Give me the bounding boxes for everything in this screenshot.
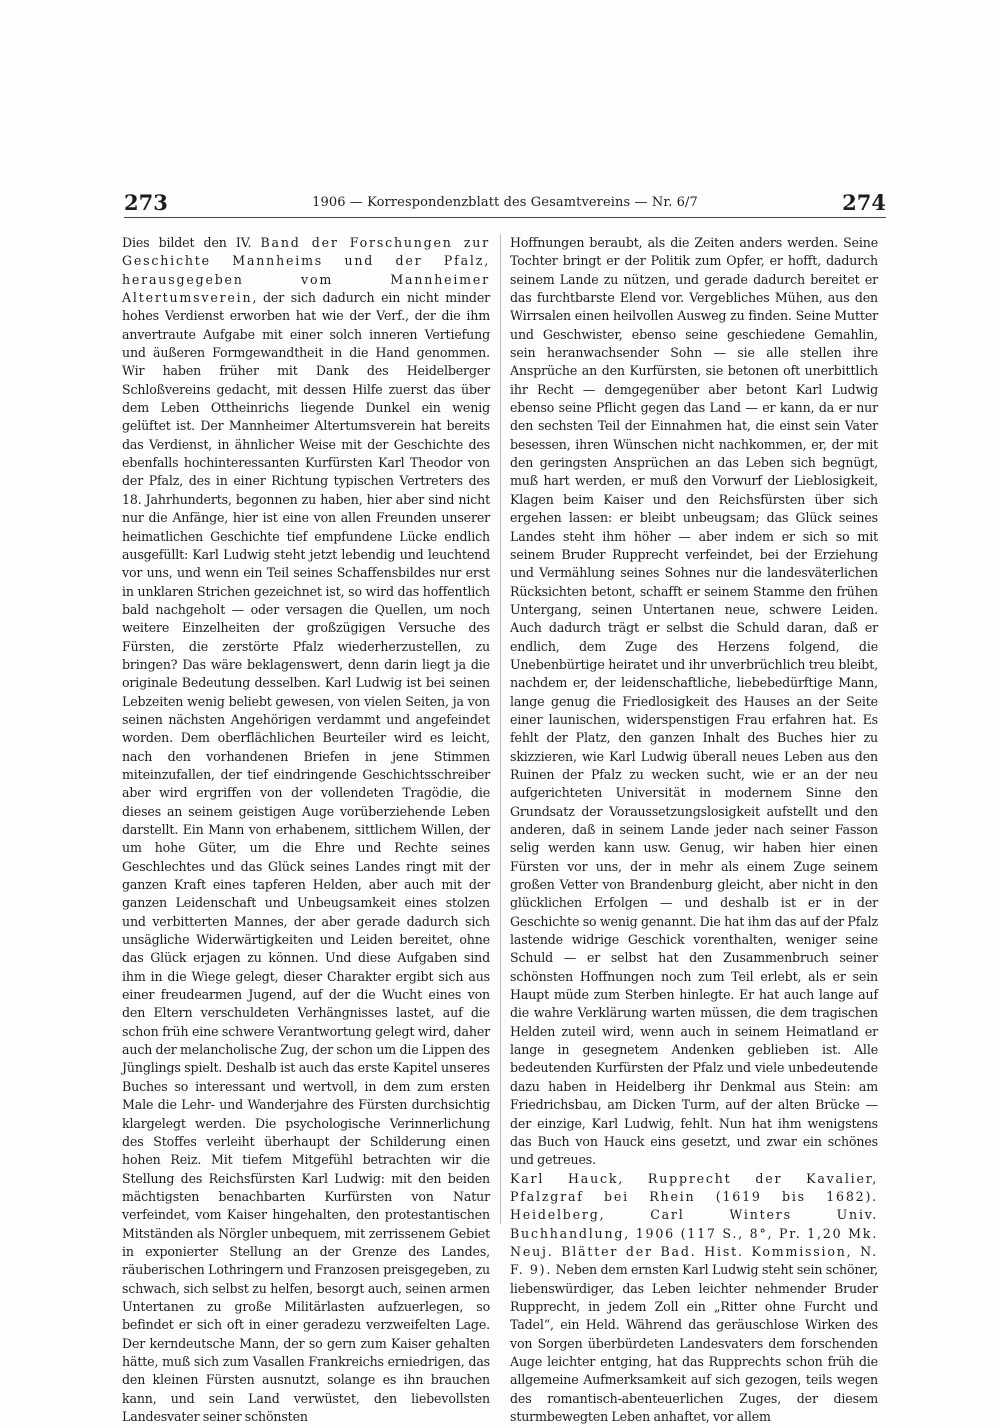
left-body-text: , der sich dadurch ein nicht minder hohes Verdienst erworben hat wie der Verf., der die ihm anvertraute Aufgabe mit einer solch inneren Vertiefung und äußeren Formgewandtheit in die Hand genommen. Wir haben früher mit Dank des Heidelberger Schloßvereins gedacht, mit dessen Hilfe zuerst das über dem Leben Ottheinrichs liegende Dunkel ein wenig gelüftet ist. Der Mannheimer Altertumsverein hat bereits das Verdienst, in ähnlicher Weise mit der Geschichte des ebenfalls hochinteressanten Kurfürsten Karl Theodor von der Pfalz, des in einer Richtung typischen Vertreters des 18. Jahrhunderts, begonnen zu haben, hier aber sind nicht nur die Anfänge, hier ist eine von allen Freunden unserer heimatlichen Geschichte tief empfundene Lücke endlich ausgefüllt: Karl Ludwig steht jetzt lebendig und leuchtend vor uns, und wenn ein Teil seines Schaffensbildes nur erst in unklaren Strichen gezeichnet ist, so wird das hoffentlich bald nachgeholt — oder versagen die Quellen, um noch weitere Einzelheiten der großzügigen Versuche des Fürsten, die zerstörte Pfalz wiederherzustellen, zu bringen? Das wäre beklagenswert, denn darin liegt ja die originale Bedeutung desselben. Karl Ludwig ist bei seinen Lebzeiten wenig beliebt gewesen, von vielen Seiten, ja von seinen nächsten Angehörigen verdammt und angefeindet worden. Dem oberflächlichen Beurteiler wird es leicht, nach den vorhandenen Briefen in jene Stimmen miteinzufallen, der tief eindringende Geschichtsschreiber aber wird ergriffen von der vollendeten Tragödie, die dieses an seinem geistigen Auge vorüberziehende Leben darstellt. Ein Mann von erhabenem, sittlichem Willen, der um hohe Güter, um die Ehre und Rechte seines Geschlechtes und das Glück seines Landes ringt mit der ganzen Kraft eines tapferen Helden, aber auch mit der ganzen Leidenschaft und Unbeugsamkeit eines stolzen und verbitterten Mannes, der aber gerade dadurch sich unsägliche Widerwärtigkeiten und Leiden bereitet, ohne das Glück erjagen zu können. Und diese Aufgaben sind ihm in die Wiege gelegt, dieser Charakter ergibt sich aus einer freudearmen Jugend, auf der die Wucht eines von den Eltern verschuldeten Verhängnisses lastet, auf die schon früh eine schwere Verantwortung gelegt wird, daher auch der melancholische Zug, der schon um die Lippen des Jünglings spielt. Deshalb ist auch das erste Kapitel unseres Buches so interessant und wertvoll, in dem zum ersten Male die Lehr- und Wanderjahre des Fürsten durchsichtig klargelegt werden. Die psychologische Verinnerlichung des Stoffes verleiht überhaupt der Schilderung einen hohen Reiz. Mit tiefem Mitgefühl betrachten wir die Stellung des Reichsfürsten Karl Ludwig: mit den beiden mächtigsten benachbarten Kurfürsten von Natur verfeindet, vom Kaiser hingehalten, den protestantischen Mitständen als Nörgler unbequem, mit zerrissenem Gebiet in exponierter Stellung an der Grenze des Landes, räuberischen Lothringern und Franzosen preisgegeben, zu schwach, sich selbst zu helfen, besorgt auch, seinen armen Untertanen zu große Militärlasten aufzuerlegen, so befindet er sich oft in einer geradezu verzweifelten Lage. Der kerndeutsche Mann, der so gern zum Kaiser gehalten hätte, muß sich zum Vasallen Frankreichs erniedrigen, das den kleinen Fürsten ausnutzt, solange es ihn brauchen kann, und sein Land verwüstet, den liebevollsten Landesvater seiner schönsten xyxy=(122,290,490,1424)
running-title: 1906 — Korrespondenzblatt des Gesamtvereins — Nr. 6/7 xyxy=(312,195,698,210)
column-divider xyxy=(500,234,501,1224)
series-title: Band der Forschungen zur Geschichte Mannheims und der Pfalz, herausgegeben vom Mannheimer Altertumsverein xyxy=(122,235,490,306)
page-number-left: 273 xyxy=(124,190,168,215)
review-title: Karl Hauck, Rupprecht der Kavalier, Pfalzgraf bei Rhein (1619 bis 1682). Heidelberg, Carl Winters Univ. Buchhandlung, 1906 (117 S., 8°, Pr. 1,20 Mk. Neuj. Blätter der Bad. Hist. Kommission, N. F. 9). xyxy=(510,1170,878,1278)
header-rule xyxy=(124,217,886,218)
page-number-right: 274 xyxy=(842,190,886,215)
right-column xyxy=(510,234,878,1426)
left-column-paragraph xyxy=(122,234,490,1426)
review-body-text: Neben dem ernsten Karl Ludwig steht sein schöner, liebenswürdiger, das Leben leichter nehmender Bruder Rupprecht, in jedem Zoll ein „Ritter ohne Furcht und Tadel“, ein Held. Während das geräuschlose Wirken des von Sorgen überbürdeten Landesvaters dem forschenden Auge leichter entging, hat das Rupprechts schon früh die allgemeine Aufmerksamkeit auf sich gezogen, teils wegen des romantisch-abenteuerlichen Zuges, der diesem sturmbewegten Leben anhaftet, vor allem xyxy=(510,1262,878,1424)
page-header xyxy=(124,190,886,220)
right-column-paragraph: Hoffnungen beraubt, als die Zeiten anders werden. Seine Tochter bringt er der Politik zum Opfer, er hofft, dadurch seinem Lande zu nützen, und gerade dadurch bereitet er das furchtbarste Elend vor. Vergebliches Mühen, aus den Wirrsalen einen heilvollen Ausweg zu finden. Seine Mutter und Geschwister, ebenso seine geschiedene Gemahlin, sein heranwachsender Sohn — sie alle stellen ihre Ansprüche an den Kurfürsten, sie betonen oft unerbittlich ihr Recht — demgegenüber aber betont Karl Ludwig ebenso seine Pflicht gegen das Land — er kann, da er nur den sechsten Teil der Einnahmen hat, die einst sein Vater besessen, ihren Wünschen nicht nachkommen, er, der mit den geringsten Ansprüchen an das Leben sich begnügt, muß hart werden, er muß den Vorwurf der Lieblosigkeit, Klagen beim Kaiser und den Reichsfürsten über sich ergehen lassen: er bleibt unbeugsam; das Glück seines Landes steht ihm höher — aber indem er sich so mit seinem Bruder Rupprecht verfeindet, bei der Erziehung und Vermählung seines Sohnes nur die landesväterlichen Rücksichten betont, schafft er seinem Stamme den frühen Untergang, seinen Untertanen neue, schwere Leiden. Auch dadurch trägt er selbst die Schuld daran, daß er endlich, dem Zuge des Herzens folgend, die Unebenbürtige heiratet und ihr unverbrüchlich treu bleibt, nachdem er, der leidenschaftliche, liebebedürftige Mann, lange genug die Friedlosigkeit des Hauses an der Seite einer launischen, widerspenstigen Frau erfahren hat. Es fehlt der Platz, den ganzen Inhalt des Buches hier zu skizzieren, wie Karl Ludwig überall neues Leben aus den Ruinen der Pfalz zu wecken sucht, wie er an der neu aufgerichteten Universität in modernem Sinne den Grundsatz der Voraussetzungslosigkeit aufstellt und den anderen, daß in seinem Lande jeder nach seiner Fasson selig werden kann usw. Genug, wir haben hier einen Fürsten vor uns, der in mehr als einem Zuge seinem großen Vetter von Brandenburg gleicht, aber nicht in den glücklichen Erfolgen — und deshalb ist er in der Geschichte so wenig genannt. Die hat ihm das auf der Pfalz lastende widrige Geschick vorenthalten, weniger seine Schuld — er selbst hat den Zusammenbruch seiner schönsten Hoffnungen noch zum Teil erlebt, als er sein Haupt müde zum Sterben hinlegte. Er hat auch lange auf die wahre Verklärung warten müssen, die dem tragischen Helden zuteil wird, wenn auch in seinem Heimatland er lange in gesegnetem Andenken geblieben ist. Alle bedeutenden Kurfürsten der Pfalz und viele unbedeutende dazu haben in Heidelberg ihr Denkmal aus Stein: am Friedrichsbau, am Dicken Turm, auf der alten Brücke — der einzige, Karl Ludwig, fehlt. Nun hat ihm wenigstens das Buch von Hauck eins gesetzt, und zwar ein schönes und getreues. xyxy=(510,235,878,1168)
left-column xyxy=(122,234,490,1426)
review-paragraph xyxy=(510,1170,878,1426)
intro-text: Dies bildet den IV. xyxy=(122,235,261,250)
